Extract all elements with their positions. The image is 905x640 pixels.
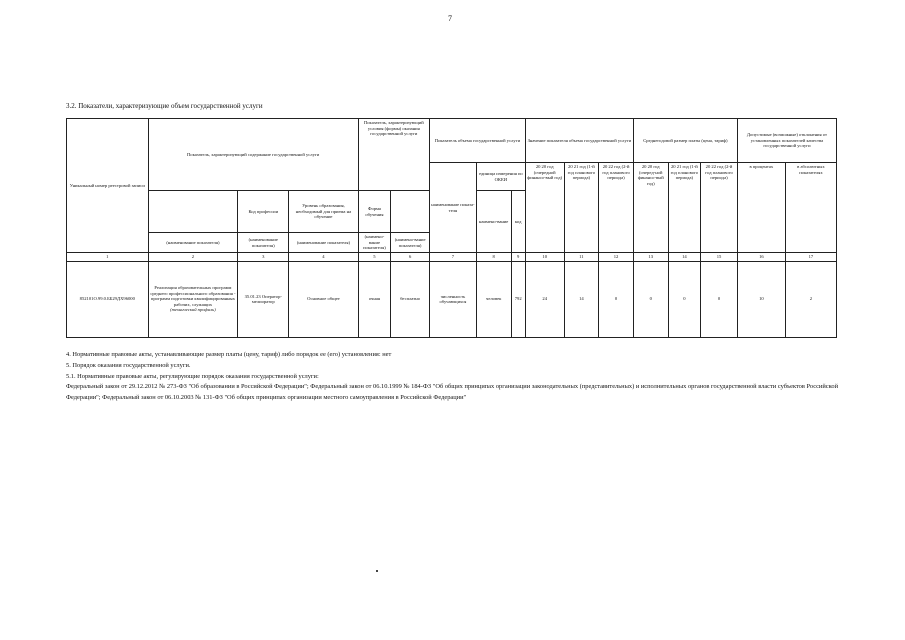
note-laws: Федеральный закон от 29.12.2012 № 273-ФЗ "Об образовании в Российской Федерации"; Федеральный закон от 06.10.1999 № 184-ФЗ "Об общих принципах организации законодательных (представительных) и исполнительных органов государственной власти субъектов Российской Федерации"; Федеральный закон от 06.10.2003 № 131-ФЗ "Об общих принципах организации местного самоуправления в Российской Федерации" <box>66 383 838 402</box>
note-5: 5. Порядок оказания государственной услуги. <box>66 361 191 369</box>
program-note: (технический профиль) <box>170 307 216 313</box>
col-number: 5 <box>358 253 391 262</box>
cell-f3: 0 <box>701 261 738 337</box>
header-unit-code: код <box>511 191 525 253</box>
col-number: 6 <box>391 253 430 262</box>
header-year1-value: 20 20 год (очередной финансо-вый год) <box>525 163 564 253</box>
header-year2-fee: 20 21 год (1-й год планового периода) <box>668 163 701 253</box>
header-year1-fee: 20 20 год (очеред-ной финансо-вый год) <box>633 163 668 253</box>
cell-form: очная <box>358 261 391 337</box>
header-education-level: Уровень образования, необходимый для приема на обучение <box>289 191 358 233</box>
notes <box>66 350 838 404</box>
col-number: 12 <box>599 253 634 262</box>
col-number: 3 <box>238 253 289 262</box>
cell-unit: человек <box>476 261 511 337</box>
cell-f1: 0 <box>633 261 668 337</box>
scan-dot <box>376 570 378 572</box>
page-number: 7 <box>448 14 452 23</box>
header-volume: Показатель объема государственной услуги <box>429 119 525 163</box>
col-number: 11 <box>564 253 599 262</box>
cell-v3: 0 <box>599 261 634 337</box>
cell-v2: 14 <box>564 261 599 337</box>
volume-indicators-table <box>66 118 837 338</box>
program-text: Реализация образовательных программ среднего профессионального образования - программ подготовки квалифицированных рабочих, служащих <box>150 285 236 307</box>
note-5-1: 5.1. Нормативные правовые акты, регулирующие порядок оказания государственной услуги: <box>66 372 319 380</box>
cell-percent: 10 <box>737 261 785 337</box>
header-year2-value: 20 21 год (1-й год планового периода) <box>564 163 599 253</box>
col-number: 9 <box>511 253 525 262</box>
col-number: 13 <box>633 253 668 262</box>
section-title: 3.2. Показатели, характеризующие объем государственной услуги <box>66 102 263 110</box>
col-number: 10 <box>525 253 564 262</box>
cell-v1: 24 <box>525 261 564 337</box>
col-number: 2 <box>148 253 238 262</box>
header-content: Показатель, характеризующий содержание государственной услуги <box>148 119 358 191</box>
col-number: 8 <box>476 253 511 262</box>
header-fee: Среднегодовой размер платы (цена, тариф) <box>633 119 737 163</box>
header-volume-name: наименование показа-теля <box>429 163 476 253</box>
header-indicator-name-5: (наимено-вание показателя) <box>391 233 430 253</box>
cell-condition: бесплатно <box>391 261 430 337</box>
header-year3-fee: 20 22 год (2-й год планового периода) <box>701 163 738 253</box>
col-number: 16 <box>737 253 785 262</box>
header-volume-value: Значение показателя объема государственной услуги <box>525 119 633 163</box>
header-indicator-name-3: (наименование показателя) <box>289 233 358 253</box>
cell-f2: 0 <box>668 261 701 337</box>
header-indicator-name-4: (наимено-вание показателя) <box>358 233 391 253</box>
cell-program <box>148 261 238 337</box>
header-indicator-name-1: (наименование показателя) <box>148 233 238 253</box>
col-number: 7 <box>429 253 476 262</box>
cell-registry: 852101О.99.0.ББ29ДХ96000 <box>67 261 149 337</box>
col-number: 1 <box>67 253 149 262</box>
col-number: 15 <box>701 253 738 262</box>
header-profession-code: Код профессии <box>238 191 289 233</box>
header-year3-value: 20 22 год (2-й год планового периода) <box>599 163 634 253</box>
header-deviation: Допустимые (возможные) отклонения от установленных показателей качества государственной услуги <box>737 119 836 163</box>
note-4: 4. Нормативные правовые акты, устанавливающие размер платы (цену, тариф) либо порядок ее (его) установления: нет <box>66 351 392 358</box>
header-unit: единица измерения по ОКЕИ <box>476 163 525 191</box>
cell-profession: 35.01.23 Оператор-мелиоратор <box>238 261 289 337</box>
header-registry: Уникальный номер реестровой записи <box>67 119 149 253</box>
header-form: Форма обучения <box>358 191 391 233</box>
header-unit-name: наимено-вание <box>476 191 511 253</box>
cell-indicator: численность обучающихся <box>429 261 476 337</box>
cell-absolute: 2 <box>785 261 836 337</box>
header-indicator-name-2: (наименование показателя) <box>238 233 289 253</box>
col-number: 17 <box>785 253 836 262</box>
header-conditions: Показатель, характеризующий условия (формы) оказания государственной услуги <box>358 119 429 191</box>
cell-education: Основное общее <box>289 261 358 337</box>
header-absolute: в абсолютных показателях <box>785 163 836 253</box>
col-number: 14 <box>668 253 701 262</box>
cell-code: 792 <box>511 261 525 337</box>
table-row <box>67 261 837 337</box>
col-number: 4 <box>289 253 358 262</box>
header-percent: в процентах <box>737 163 785 253</box>
